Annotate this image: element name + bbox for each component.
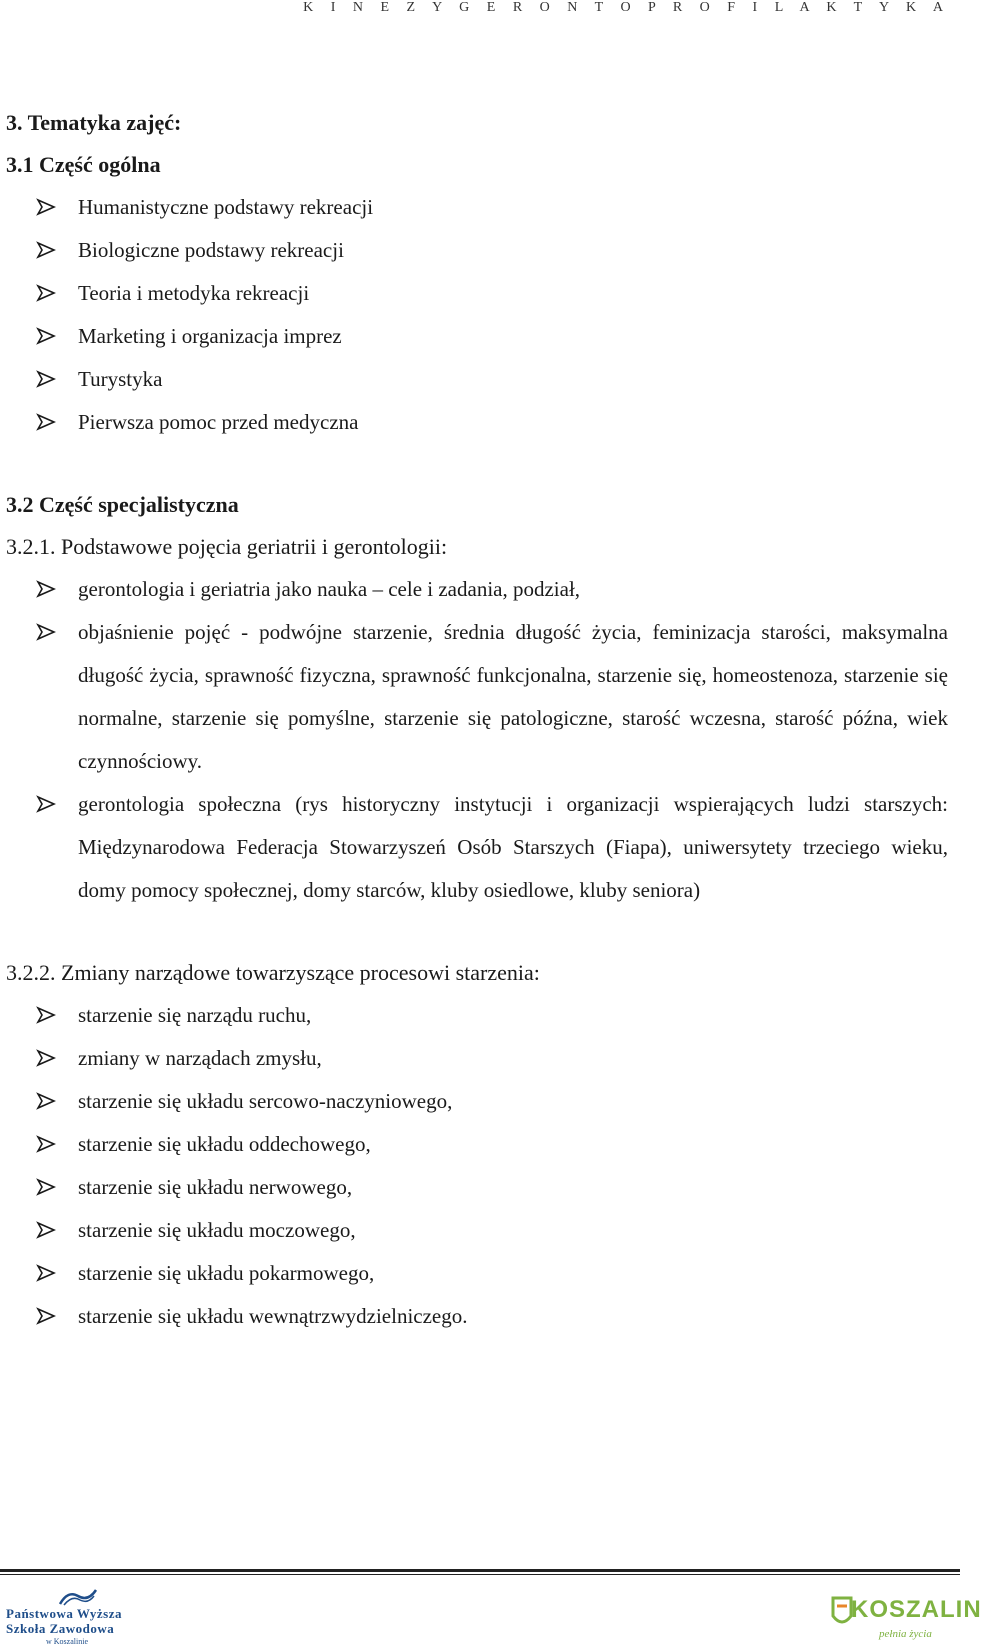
list-item: starzenie się układu sercowo-naczyniowego,	[6, 1080, 956, 1123]
pwsz-logo-line3: w Koszalinie	[46, 1637, 88, 1646]
part1-title: 3.1 Część ogólna	[6, 152, 161, 177]
pwsz-logo-line1: Państwowa Wyższa	[6, 1606, 122, 1621]
list-item: zmiany w narządach zmysłu,	[6, 1037, 956, 1080]
arrowhead-bullet-icon	[36, 1080, 60, 1123]
list-item: objaśnienie pojęć - podwójne starzenie, średnia długość życia, feminizacja starości, maksymalna długość życia, sprawność fizyczna, sprawność funkcjonalna, starzenie się, homeostenoza, starzenie się normalne, starzenie się pomyślne, starzenie się patologiczne, starość wczesna, starość późna, wiek czynnościowy.	[6, 611, 956, 783]
list-item: starzenie się układu nerwowego,	[6, 1166, 956, 1209]
arrowhead-bullet-icon	[36, 1123, 60, 1166]
arrowhead-bullet-icon	[36, 1166, 60, 1209]
part2-title: 3.2 Część specjalistyczna	[6, 492, 239, 517]
arrowhead-bullet-icon	[36, 1252, 60, 1295]
list-item: Teoria i metodyka rekreacji	[6, 272, 956, 315]
part1-list	[6, 186, 956, 444]
list-item: starzenie się układu moczowego,	[6, 1209, 956, 1252]
list-item: starzenie się układu pokarmowego,	[6, 1252, 956, 1295]
koszalin-tagline: pełnia życia	[879, 1628, 932, 1640]
koszalin-wordmark: KOSZALIN	[851, 1596, 982, 1623]
arrowhead-bullet-icon	[36, 229, 60, 272]
arrowhead-bullet-icon	[36, 186, 60, 229]
list-item: starzenie się układu wewnątrzwydzielniczego.	[6, 1295, 956, 1338]
footer-divider-thin	[0, 1574, 960, 1575]
subsection-title: 3.2.2. Zmiany narządowe towarzyszące procesowi starzenia:	[6, 960, 540, 985]
list-item: Biologiczne podstawy rekreacji	[6, 229, 956, 272]
arrowhead-bullet-icon	[36, 1295, 60, 1338]
footer-divider	[0, 1569, 960, 1572]
pwsz-logo-line2: Szkoła Zawodowa	[6, 1621, 115, 1636]
arrowhead-bullet-icon	[36, 1209, 60, 1252]
sub2-list	[6, 994, 956, 1338]
arrowhead-bullet-icon	[36, 1037, 60, 1080]
arrowhead-bullet-icon	[36, 272, 60, 315]
arrowhead-bullet-icon	[36, 315, 60, 358]
running-header: K I N E Z Y G E R O N T O P R O F I L A K T Y K A	[303, 0, 950, 15]
arrowhead-bullet-icon	[36, 358, 60, 401]
pwsz-logo	[6, 1588, 166, 1644]
list-item: Pierwsza pomoc przed medyczna	[6, 401, 956, 444]
list-item: Humanistyczne podstawy rekreacji	[6, 186, 956, 229]
sub1-list	[6, 568, 956, 912]
subsection-title: 3.2.1. Podstawowe pojęcia geriatrii i gerontologii:	[6, 534, 448, 559]
list-item: Marketing i organizacja imprez	[6, 315, 956, 358]
list-item: starzenie się układu oddechowego,	[6, 1123, 956, 1166]
list-item: gerontologia społeczna (rys historyczny instytucji i organizacji wspierających ludzi starszych: Międzynarodowa Federacja Stowarzyszeń Osób Starszych (Fiapa), uniwersytety trzeciego wieku, domy pomocy społecznej, domy starców, kluby osiedlowe, kluby seniora)	[6, 783, 956, 912]
arrowhead-bullet-icon	[36, 783, 60, 826]
list-item: Turystyka	[6, 358, 956, 401]
pwsz-emblem-icon	[58, 1588, 98, 1606]
list-item: starzenie się narządu ruchu,	[6, 994, 956, 1037]
list-item: gerontologia i geriatria jako nauka – cele i zadania, podział,	[6, 568, 956, 611]
section-title: 3. Tematyka zajęć:	[6, 110, 182, 135]
arrowhead-bullet-icon	[36, 568, 60, 611]
arrowhead-bullet-icon	[36, 401, 60, 444]
koszalin-logo	[827, 1588, 982, 1644]
document-page	[6, 102, 956, 1338]
arrowhead-bullet-icon	[36, 994, 60, 1037]
arrowhead-bullet-icon	[36, 611, 60, 654]
